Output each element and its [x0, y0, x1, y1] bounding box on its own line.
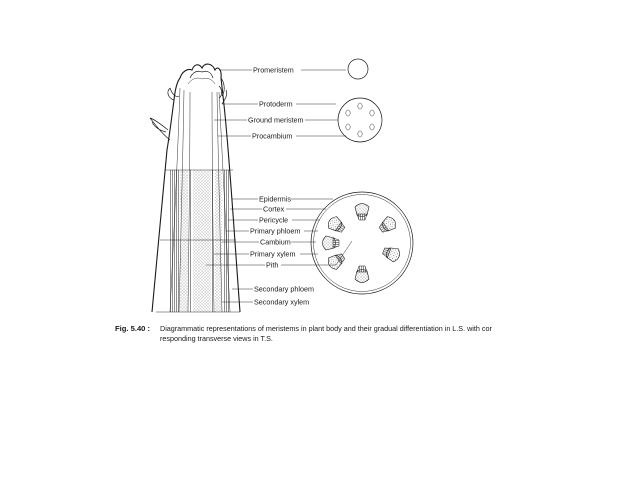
label-epidermis: Epidermis: [259, 194, 291, 204]
ts2-procambium-strand: [370, 110, 374, 116]
ts2-procambium-strand: [358, 103, 362, 109]
caption-line-2: responding transverse views in T.S.: [160, 334, 273, 343]
vascular-bundle: [326, 215, 348, 236]
label-secondary-phloem: Secondary phloem: [254, 284, 314, 294]
label-ground-meristem: Ground meristem: [248, 115, 304, 125]
caption-number: Fig. 5.40 :: [115, 324, 151, 333]
label-procambium: Procambium: [252, 131, 293, 141]
leaf-primordium-lower-left: [150, 118, 170, 140]
apical-dome: [190, 71, 213, 78]
longitudinal-section: [150, 64, 240, 312]
ls-vascular-right-outer: [223, 170, 230, 312]
leaf-primordium-left: [168, 88, 179, 100]
ls-vascular-right-dotted: [215, 170, 222, 312]
label-primary-xylem: Primary xylem: [250, 249, 296, 259]
ts-promeristem-circle: [348, 59, 368, 79]
ts-differentiated-stem: [311, 192, 413, 294]
vascular-bundle: [355, 204, 369, 221]
apical-inner: [188, 78, 215, 84]
ts-primary-meristems: [338, 98, 382, 142]
vascular-bundle: [377, 215, 399, 236]
ts2-procambium-strand: [346, 110, 350, 116]
label-protoderm: Protoderm: [259, 99, 293, 109]
ls-xylem-left: [189, 170, 192, 312]
label-pith: Pith: [266, 260, 279, 270]
label-primary-phloem: Primary phloem: [250, 226, 301, 236]
ls-vascular-left-dotted: [180, 170, 188, 312]
label-cortex: Cortex: [263, 204, 285, 214]
vascular-bundle: [323, 236, 340, 250]
ts2-procambium-strand: [346, 124, 350, 130]
ls-xylem-right: [211, 170, 214, 312]
vascular-bundle: [326, 250, 348, 271]
label-pericycle: Pericycle: [259, 215, 289, 225]
label-secondary-xylem: Secondary xylem: [254, 297, 310, 307]
label-promeristem: Promeristem: [253, 65, 294, 75]
caption-line-1: Diagrammatic representations of meristems in plant body and their gradual differentiation in L.S. with cor: [160, 324, 492, 333]
ts2-procambium-strand: [358, 131, 362, 137]
ts2-outer-circle: [338, 98, 382, 142]
vascular-bundle: [355, 266, 369, 283]
ls-vascular-left-outer: [170, 170, 179, 312]
ls-pith-dotted: [193, 170, 211, 312]
figure-caption: [115, 324, 492, 343]
label-cambium: Cambium: [260, 237, 291, 247]
vascular-bundle: [381, 244, 401, 263]
ts2-procambium-strand: [370, 124, 374, 130]
